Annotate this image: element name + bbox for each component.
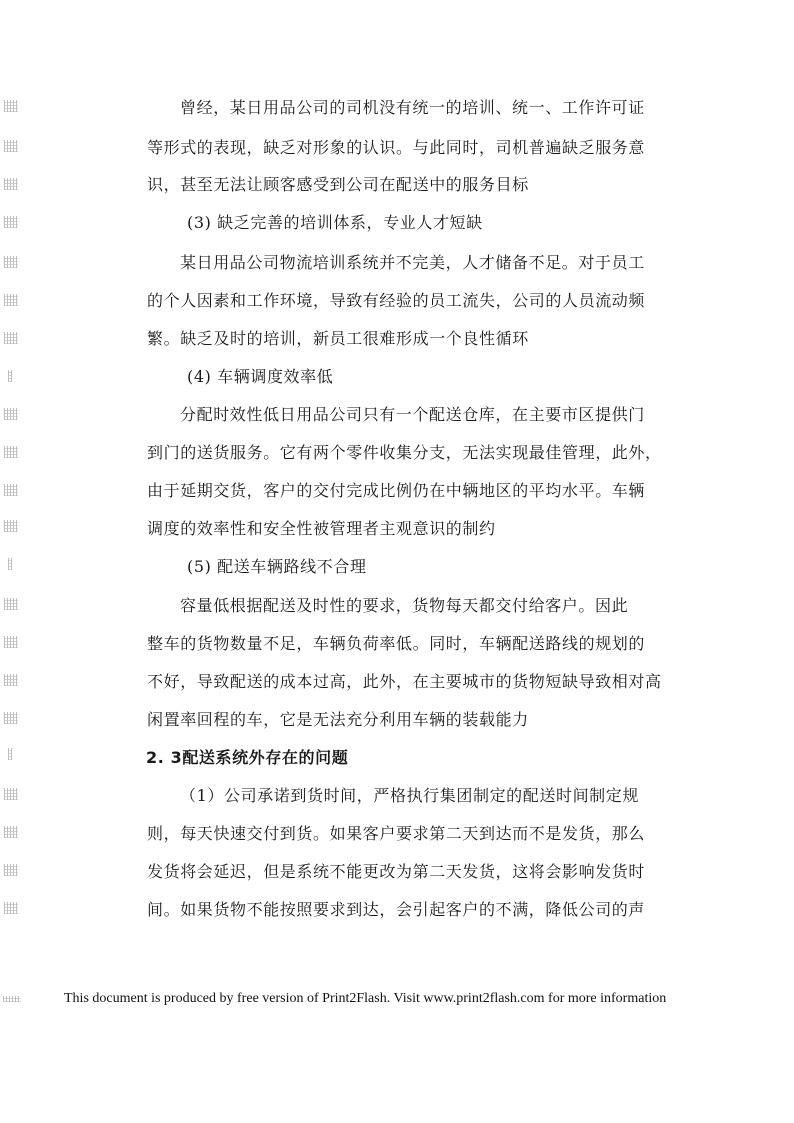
margin-artifact	[4, 520, 18, 532]
margin-artifact	[4, 140, 18, 152]
body-text-line: 的个人因素和工作环境，导致有经验的员工流失，公司的人员流动频	[147, 291, 646, 310]
margin-artifact	[4, 178, 18, 190]
margin-artifact	[4, 446, 18, 458]
body-text-line: 由于延期交货，客户的交付完成比例仍在中辆地区的平均水平。车辆	[147, 481, 646, 500]
body-text-line: 繁。缺乏及时的培训，新员工很难形成一个良性循环	[147, 329, 529, 348]
margin-artifact	[4, 484, 18, 496]
margin-artifact	[3, 996, 21, 1002]
margin-artifact	[4, 826, 18, 838]
margin-artifact	[8, 558, 12, 570]
body-text-line: 容量低根据配送及时性的要求，货物每天都交付给客户。因此	[180, 596, 629, 615]
margin-artifact	[4, 216, 18, 228]
body-text-line: 发货将会延迟，但是系统不能更改为第二天发货，这将会影响发货时	[147, 862, 646, 881]
margin-artifact	[4, 788, 18, 800]
margin-artifact	[4, 294, 18, 306]
margin-artifact	[4, 864, 18, 876]
margin-artifact	[8, 748, 12, 760]
body-text-line: （1）公司承诺到货时间，严格执行集团制定的配送时间制定规	[180, 786, 639, 805]
subsection-heading: 2. 3配送系统外存在的问题	[146, 748, 349, 767]
body-text-line: 识，甚至无法让顾客感受到公司在配送中的服务目标	[147, 175, 529, 194]
body-text-line: 则，每天快速交付到货。如果客户要求第二天到达而不是发货，那么	[147, 824, 646, 843]
margin-artifact	[4, 256, 18, 268]
body-text-line: 某日用品公司物流培训系统并不完美，人才储备不足。对于员工	[180, 253, 645, 272]
body-text-line: 间。如果货物不能按照要求到达，会引起客户的不满，降低公司的声	[147, 900, 646, 919]
margin-artifact	[4, 674, 18, 686]
margin-artifact	[4, 902, 18, 914]
body-text-line: 曾经，某日用品公司的司机没有统一的培训、统一、工作许可证	[180, 98, 645, 117]
section-heading: (3) 缺乏完善的培训体系，专业人才短缺	[187, 213, 483, 232]
section-heading: (5) 配送车辆路线不合理	[187, 557, 367, 576]
margin-artifact	[4, 332, 18, 344]
margin-artifact	[4, 408, 18, 420]
margin-artifact	[4, 636, 18, 648]
body-text-line: 整车的货物数量不足，车辆负荷率低。同时，车辆配送路线的规划的	[147, 634, 646, 653]
margin-artifact	[4, 712, 18, 724]
print2flash-footer-notice: This document is produced by free version of Print2Flash. Visit www.print2flash.com for more information	[64, 991, 667, 1006]
section-heading: (4) 车辆调度效率低	[187, 367, 334, 386]
body-text-line: 等形式的表现，缺乏对形象的认识。与此同时，司机普遍缺乏服务意	[147, 138, 646, 157]
body-text-line: 到门的送货服务。它有两个零件收集分支，无法实现最佳管理，此外，	[147, 443, 662, 462]
body-text-line: 分配时效性低日用品公司只有一个配送仓库，在主要市区提供门	[180, 405, 645, 424]
margin-artifact	[4, 100, 18, 112]
margin-artifact	[8, 370, 12, 382]
margin-artifact	[4, 598, 18, 610]
body-text-line: 不好，导致配送的成本过高，此外，在主要城市的货物短缺导致相对高	[147, 672, 662, 691]
body-text-line: 调度的效率性和安全性被管理者主观意识的制约	[147, 519, 496, 538]
body-text-line: 闲置率回程的车，它是无法充分利用车辆的装载能力	[147, 710, 529, 729]
